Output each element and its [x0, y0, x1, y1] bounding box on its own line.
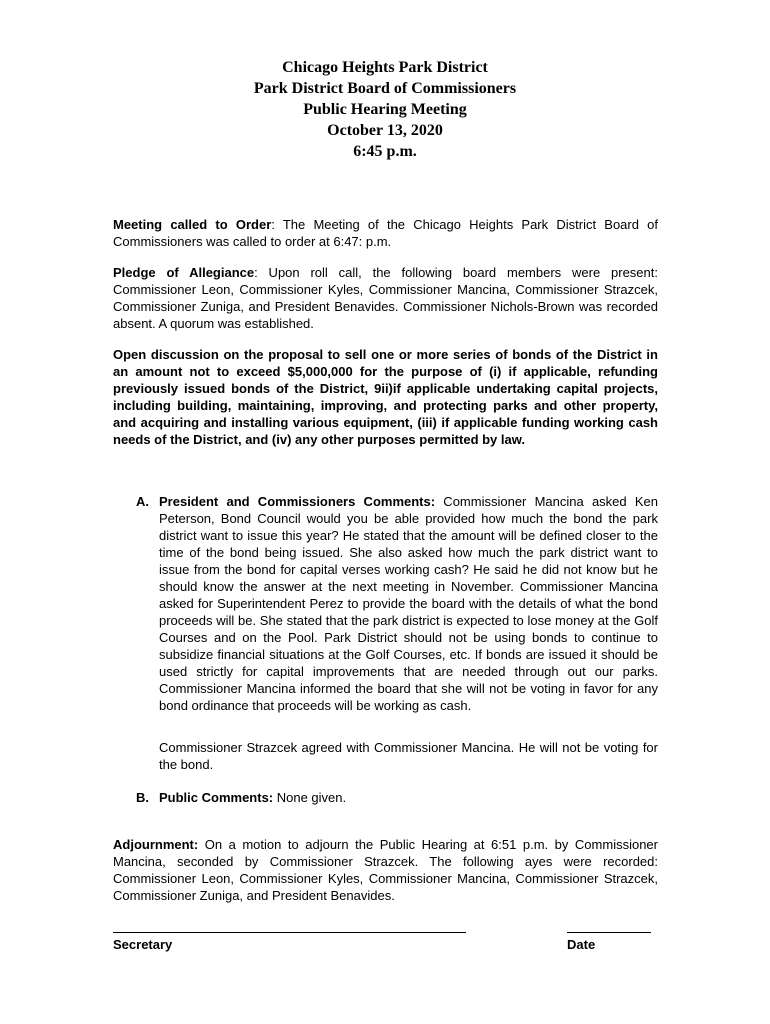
item-a-followup	[136, 739, 658, 773]
called-to-order-paragraph	[113, 216, 658, 250]
header-board: Park District Board of Commissioners	[253, 80, 517, 97]
item-a-followup-text: Commissioner Strazcek agreed with Commissioner Mancina. He will not be voting for the bond.	[159, 740, 658, 772]
secretary-signature-line	[113, 932, 466, 933]
item-b	[136, 789, 658, 806]
secretary-label: Secretary	[113, 937, 173, 952]
item-a-marker: A.	[136, 494, 149, 509]
adjournment-text: On a motion to adjourn the Public Hearing at 6:51 p.m. by Commissioner Mancina, seconded by Commissioner Strazcek. The following ayes were recorded: Commissioner Leon, Commissioner Kyles, Commissioner Mancina, Commissioner Strazcek, Commissioner Zuniga, and President Benavides.	[113, 837, 658, 903]
called-to-order-text: : The Meeting of the Chicago Heights Park District Board of Commissioners was called to order at 6:47: p.m.	[113, 217, 659, 249]
called-to-order-label: Meeting called to Order	[113, 217, 272, 232]
item-b-label: Public Comments:	[159, 790, 274, 805]
document-header	[0, 57, 770, 162]
adjournment-paragraph	[113, 836, 658, 904]
pledge-label: Pledge of Allegiance	[113, 265, 255, 280]
item-a	[136, 493, 658, 714]
item-b-text: None given.	[273, 790, 347, 805]
pledge-paragraph	[113, 264, 658, 332]
open-discussion-paragraph: Open discussion on the proposal to sell one or more series of bonds of the District in an amount not to exceed $5,000,000 for the purpose of (i) if applicable, refunding previously issued bonds of the District, 9ii)if applicable undertaking capital projects, including building, maintaining, improving, and protecting parks and other property, and acquiring and installing various equipment, (iii) if applicable funding working cash needs of the District, and (iv) any other purposes permitted by law.	[113, 347, 658, 447]
item-a-content	[159, 493, 658, 714]
header-organization: Chicago Heights Park District	[282, 59, 488, 76]
date-signature-line	[567, 932, 651, 933]
header-meeting-type: Public Hearing Meeting	[303, 101, 467, 118]
item-a-text: Commissioner Mancina asked Ken Peterson, Bond Council would you be able provided how much the bond the park district want to issue this year? He stated that the amount will be defined closer to the time of the bond being issued. She also asked how much the park district want to issue from the bond for capital verses working cash? He said he did not know but he should know the answer at the next meeting in November. Commissioner Mancina asked for Superintendent Perez to provide the board with the details of what the bond proceeds will be. She stated that the park district is expected to lose money at the Golf Courses and on the Pool. Park District should not be using bonds to continue to subsidize financial situations at the Golf Courses, etc. If bonds are issued it should be used strictly for capital improvements that are needed through out our parks. Commissioner Mancina informed the board that she will not be voting in favor for any bond ordinance that proceeds will be working as cash.	[159, 494, 659, 713]
adjournment-label: Adjournment:	[113, 837, 199, 852]
pledge-text: : Upon roll call, the following board members were present: Commissioner Leon, Commissioner Kyles, Commissioner Mancina, Commissioner Strazcek, Commissioner Zuniga, and President Benavides. Commissioner Nichols-Brown was recorded absent. A quorum was established.	[113, 265, 658, 331]
header-time: 6:45 p.m.	[353, 143, 417, 160]
header-date: October 13, 2020	[327, 122, 443, 139]
item-a-label: President and Commissioners Comments:	[159, 494, 436, 509]
item-b-marker: B.	[136, 790, 149, 805]
date-label: Date	[567, 937, 596, 952]
item-b-content	[159, 789, 658, 806]
